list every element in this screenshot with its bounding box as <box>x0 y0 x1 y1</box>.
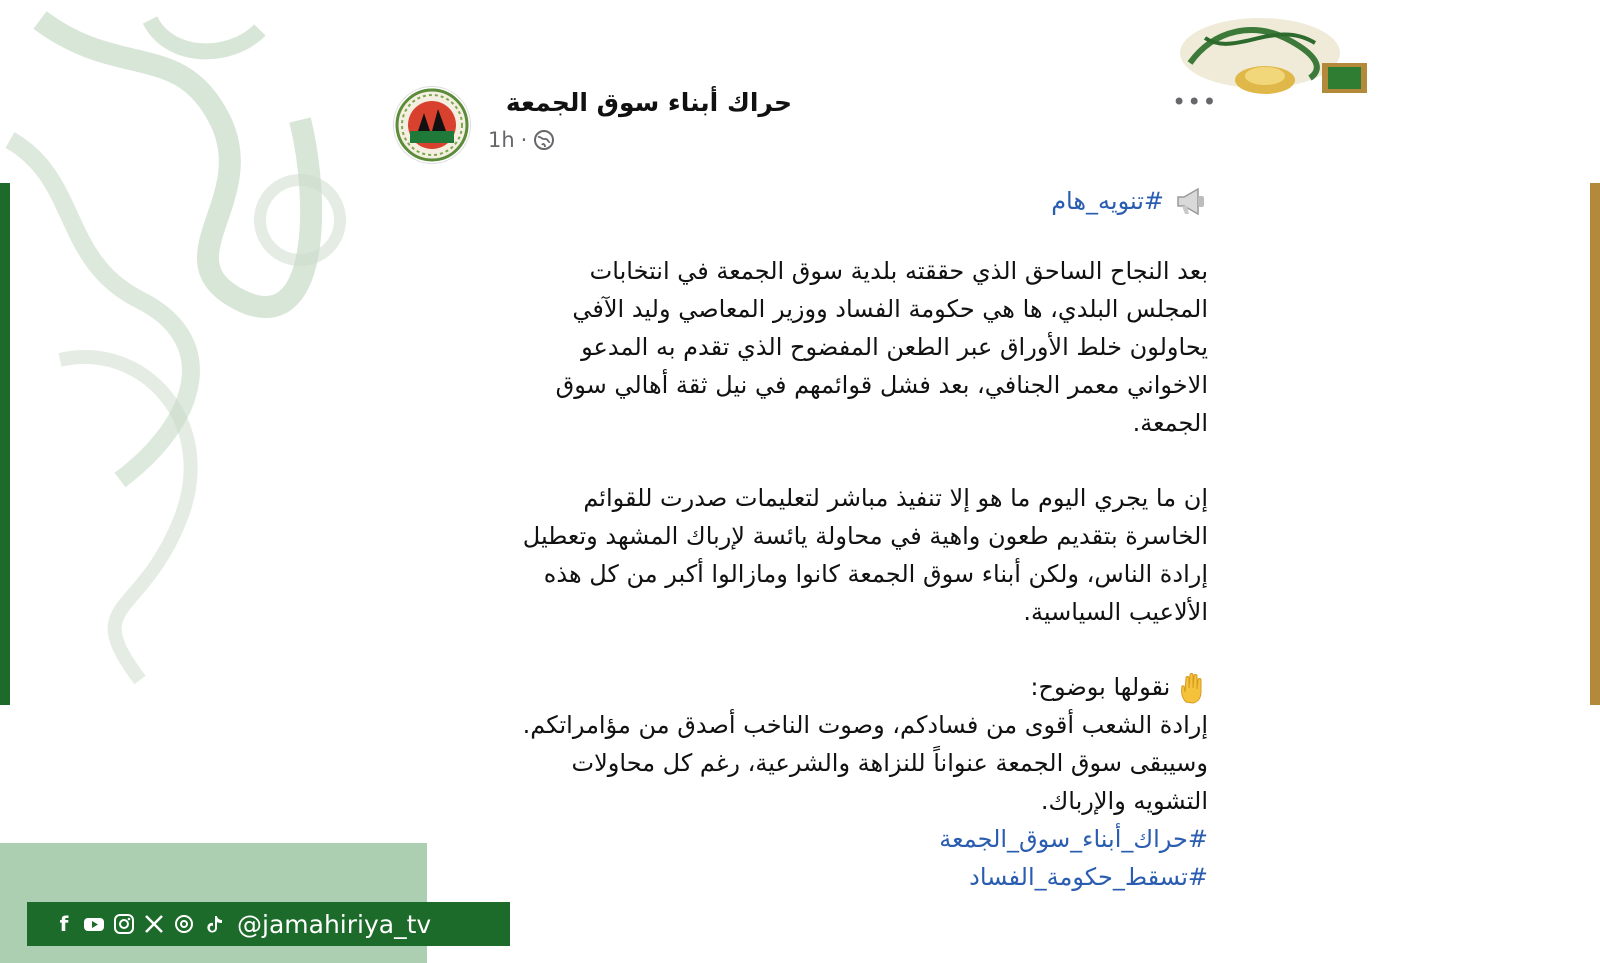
paragraph-3 <box>408 668 1208 896</box>
social-handle: @jamahiriya_tv <box>237 909 432 939</box>
page-avatar[interactable] <box>393 86 471 164</box>
text-line: الجمعة. <box>1132 409 1208 437</box>
hashtag-link[interactable]: #حراك_أبناء_سوق_الجمعة <box>939 825 1208 853</box>
social-bar <box>27 902 510 946</box>
youtube-icon <box>83 913 105 935</box>
megaphone-icon <box>1174 184 1208 218</box>
text-line: يحاولون خلط الأوراق عبر الطعن المفضوح الذي تقدم به المدعو <box>581 333 1208 361</box>
x-icon <box>143 913 165 935</box>
text-line: إرادة الشعب أقوى من فسادكم، وصوت الناخب أصدق من مؤامراتكم. <box>522 711 1208 739</box>
instagram-icon <box>113 913 135 935</box>
more-options-button[interactable]: ••• <box>1172 88 1218 116</box>
post-meta <box>488 128 555 152</box>
facebook-icon: f <box>59 912 69 936</box>
tiktok-icon <box>203 913 225 935</box>
text-line: الاخواني معمر الجنافي، بعد فشل قوائمهم في نيل ثقة أهالي سوق <box>555 371 1208 399</box>
background-calligraphy <box>0 0 380 720</box>
globe-icon <box>533 129 555 151</box>
text-line: الألاعيب السياسية. <box>1023 598 1208 626</box>
text-line: وسيبقى سوق الجمعة عنواناً للنزاهة والشرعية، رغم كل محاولات <box>571 749 1208 777</box>
text-line: التشويه والإرباك. <box>1040 787 1208 815</box>
paragraph-1 <box>408 252 1208 442</box>
paragraph-3-intro <box>408 668 1208 706</box>
left-accent-bar <box>0 183 10 705</box>
headline-hashtag[interactable]: #تنويه_هام <box>1051 187 1164 215</box>
raised-hand-icon <box>1178 672 1208 704</box>
channel-logo <box>1165 8 1400 98</box>
intro-text: نقولها بوضوح: <box>1030 673 1171 701</box>
paragraph-2 <box>408 479 1208 631</box>
page-name[interactable]: حراك أبناء سوق الجمعة <box>505 88 792 117</box>
avatar-emblem-icon <box>394 87 470 163</box>
post-headline <box>408 182 1208 220</box>
text-line: الخاسرة بتقديم طعون واهية في محاولة يائسة لإرباك المشهد وتعطيل <box>522 522 1208 550</box>
threads-icon <box>173 913 195 935</box>
text-line: إن ما يجري اليوم ما هو إلا تنفيذ مباشر لتعليمات صدرت للقوائم <box>583 484 1208 512</box>
text-line: بعد النجاح الساحق الذي حققته بلدية سوق الجمعة في انتخابات <box>589 257 1208 285</box>
right-accent-bar <box>1590 183 1600 705</box>
hashtag-line <box>408 858 1208 896</box>
post-body <box>408 182 1208 933</box>
text-line: إرادة الناس، ولكن أبناء سوق الجمعة كانوا ومازالوا أكبر من كل هذه <box>543 560 1208 588</box>
meta-separator: · <box>520 128 528 152</box>
hashtag-link[interactable]: #تسقط_حكومة_الفساد <box>969 863 1208 891</box>
post-time[interactable]: 1h <box>488 128 515 152</box>
hashtag-line <box>408 820 1208 858</box>
text-line: المجلس البلدي، ها هي حكومة الفساد ووزير المعاصي وليد الآفي <box>572 295 1208 323</box>
